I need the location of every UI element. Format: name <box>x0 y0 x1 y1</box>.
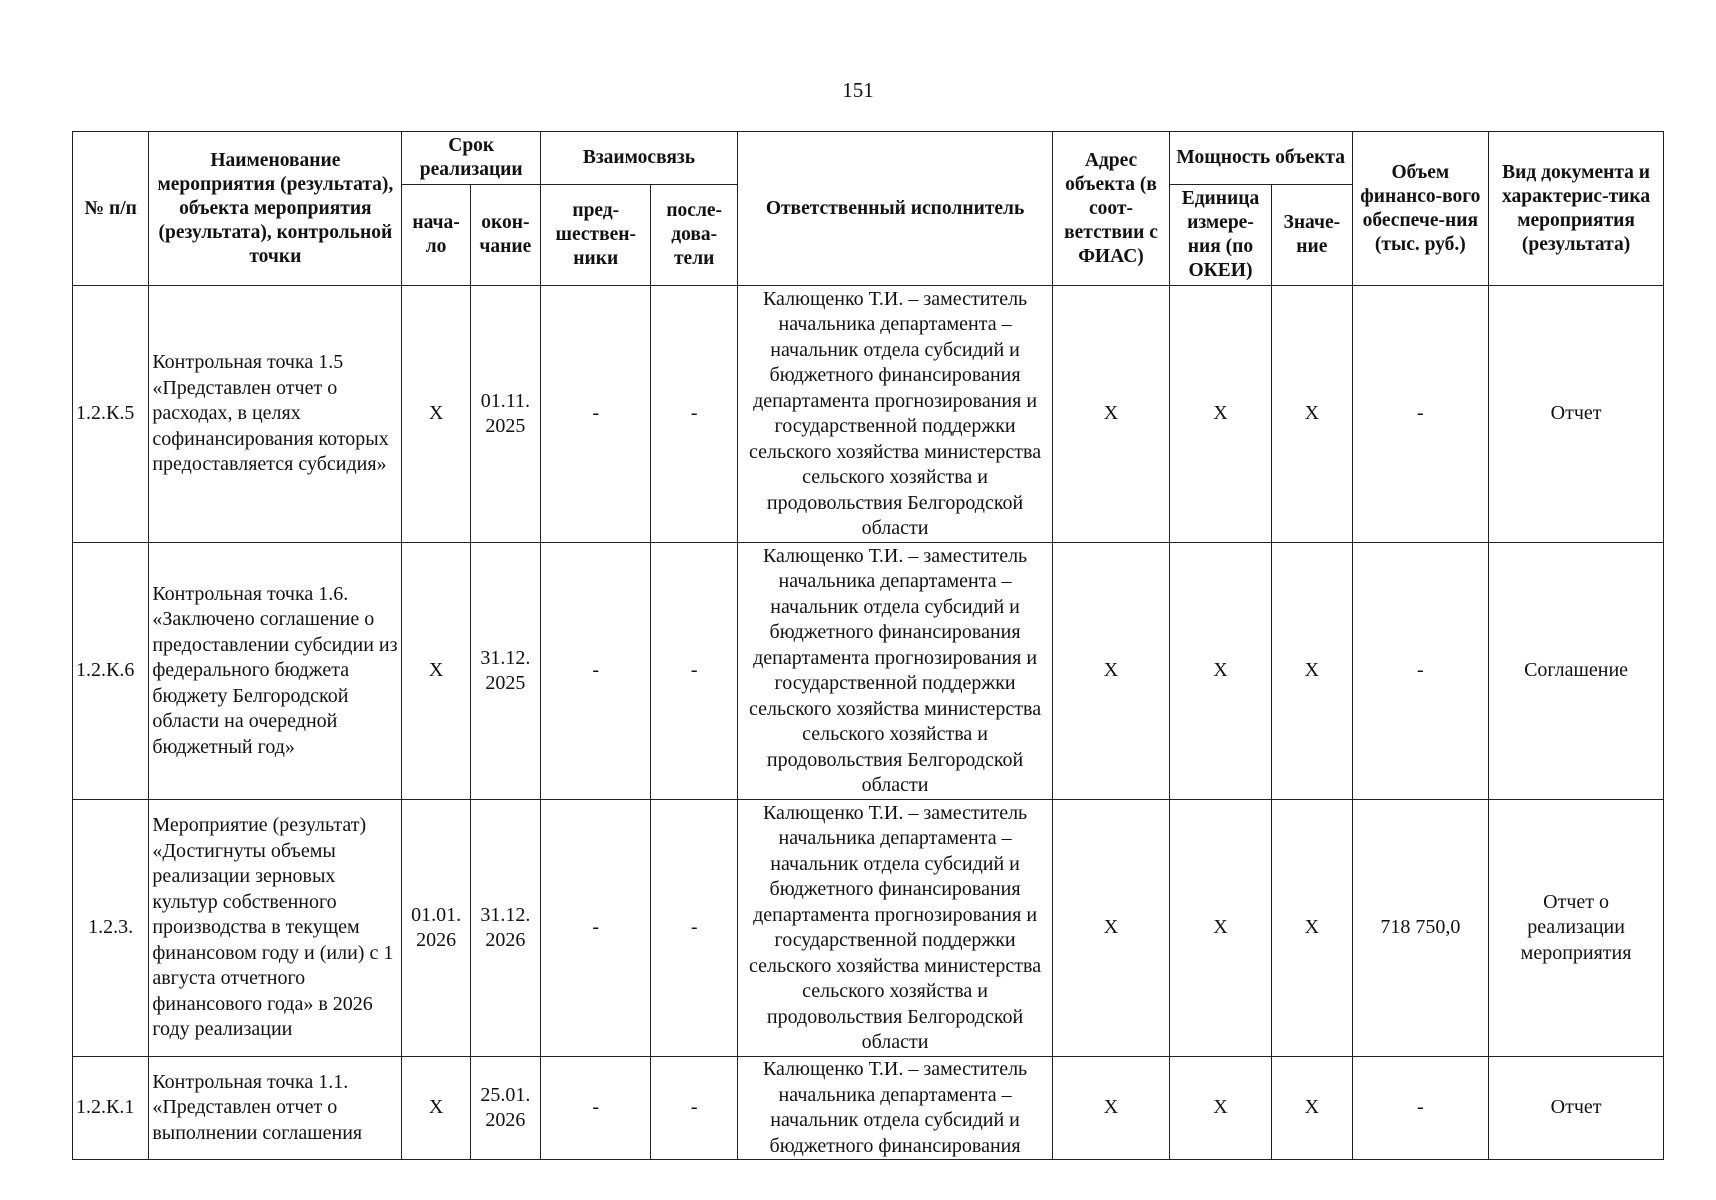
row-name: Контрольная точка 1.5 «Представлен отчет о расходах, в целях софинансирования которых предоставляется субсидия» <box>149 286 402 543</box>
row-end: 25.01. 2026 <box>470 1057 540 1160</box>
row-prev: - <box>541 286 651 543</box>
header-capacity-value: Значе-ние <box>1272 185 1352 286</box>
plan-table <box>72 131 1664 1160</box>
row-num: 1.2.К.5 <box>73 286 149 543</box>
row-address: Х <box>1053 543 1170 800</box>
row-unit: Х <box>1169 1057 1271 1160</box>
row-name: Контрольная точка 1.6. «Заключено соглашение о предоставлении субсидии из федерального бюджета бюджету Белгородской области на очередной бюджетный год» <box>149 543 402 800</box>
header-address: Адрес объекта (в соот-ветствии с ФИАС) <box>1053 132 1170 286</box>
row-prev: - <box>541 1057 651 1160</box>
page-number: 151 <box>842 78 874 102</box>
row-funding: - <box>1352 286 1489 543</box>
row-unit: Х <box>1169 800 1271 1057</box>
header-row <box>73 132 1664 185</box>
row-end: 31.12. 2026 <box>470 800 540 1057</box>
row-num: 1.2.3. <box>73 800 149 1057</box>
row-next: - <box>651 543 737 800</box>
header-link: Взаимосвязь <box>541 132 738 185</box>
row-unit: Х <box>1169 543 1271 800</box>
row-funding: - <box>1352 1057 1489 1160</box>
header-capacity: Мощность объекта <box>1169 132 1352 185</box>
row-value: Х <box>1272 1057 1352 1160</box>
table-row <box>73 1057 1664 1160</box>
header-capacity-unit: Единица измере-ния (по ОКЕИ) <box>1169 185 1271 286</box>
header-term-end: окон-чание <box>470 185 540 286</box>
row-next: - <box>651 800 737 1057</box>
row-start: Х <box>402 1057 470 1160</box>
row-prev: - <box>541 800 651 1057</box>
row-responsible: Калющенко Т.И. – заместитель начальника департамента – начальник отдела субсидий и бюджетного финансирования департамента прогнозирования и государственной поддержки сельского хозяйства министерства сельского хозяйства и продовольствия Белгородской области <box>737 286 1052 543</box>
row-next: - <box>651 1057 737 1160</box>
header-term-start: нача-ло <box>402 185 470 286</box>
table-row <box>73 800 1664 1057</box>
header-responsible: Ответственный исполнитель <box>737 132 1052 286</box>
header-link-prev: пред-шествен-ники <box>541 185 651 286</box>
row-num: 1.2.К.1 <box>73 1057 149 1160</box>
row-responsible: Калющенко Т.И. – заместитель начальника департамента – начальник отдела субсидий и бюджетного финансирования <box>737 1057 1052 1160</box>
row-doc: Отчет о реализации мероприятия <box>1489 800 1664 1057</box>
row-name: Мероприятие (результат) «Достигнуты объемы реализации зерновых культур собственного производства в текущем финансовом году и (или) с 1 августа отчетного финансового года» в 2026 году реализации <box>149 800 402 1057</box>
row-end: 31.12. 2025 <box>470 543 540 800</box>
row-doc: Соглашение <box>1489 543 1664 800</box>
table-row <box>73 543 1664 800</box>
header-doc-type: Вид документа и характерис-тика мероприятия (результата) <box>1489 132 1664 286</box>
row-doc: Отчет <box>1489 286 1664 543</box>
header-link-next: после-дова-тели <box>651 185 737 286</box>
header-funding: Объем финансо-вого обеспече-ния (тыс. руб.) <box>1352 132 1489 286</box>
row-responsible: Калющенко Т.И. – заместитель начальника департамента – начальник отдела субсидий и бюджетного финансирования департамента прогнозирования и государственной поддержки сельского хозяйства министерства сельского хозяйства и продовольствия Белгородской области <box>737 800 1052 1057</box>
row-start: 01.01. 2026 <box>402 800 470 1057</box>
row-responsible: Калющенко Т.И. – заместитель начальника департамента – начальник отдела субсидий и бюджетного финансирования департамента прогнозирования и государственной поддержки сельского хозяйства министерства сельского хозяйства и продовольствия Белгородской области <box>737 543 1052 800</box>
row-doc: Отчет <box>1489 1057 1664 1160</box>
row-end: 01.11. 2025 <box>470 286 540 543</box>
header-term: Срок реализации <box>402 132 541 185</box>
row-start: Х <box>402 543 470 800</box>
row-address: Х <box>1053 800 1170 1057</box>
row-value: Х <box>1272 286 1352 543</box>
row-funding: 718 750,0 <box>1352 800 1489 1057</box>
row-prev: - <box>541 543 651 800</box>
row-value: Х <box>1272 543 1352 800</box>
row-value: Х <box>1272 800 1352 1057</box>
header-num: № п/п <box>73 132 149 286</box>
row-start: Х <box>402 286 470 543</box>
row-num: 1.2.К.6 <box>73 543 149 800</box>
row-address: Х <box>1053 1057 1170 1160</box>
row-address: Х <box>1053 286 1170 543</box>
row-next: - <box>651 286 737 543</box>
table-row <box>73 286 1664 543</box>
row-funding: - <box>1352 543 1489 800</box>
row-unit: Х <box>1169 286 1271 543</box>
row-name: Контрольная точка 1.1. «Представлен отчет о выполнении соглашения <box>149 1057 402 1160</box>
header-name: Наименование мероприятия (результата), объекта мероприятия (результата), контрольной точки <box>149 132 402 286</box>
